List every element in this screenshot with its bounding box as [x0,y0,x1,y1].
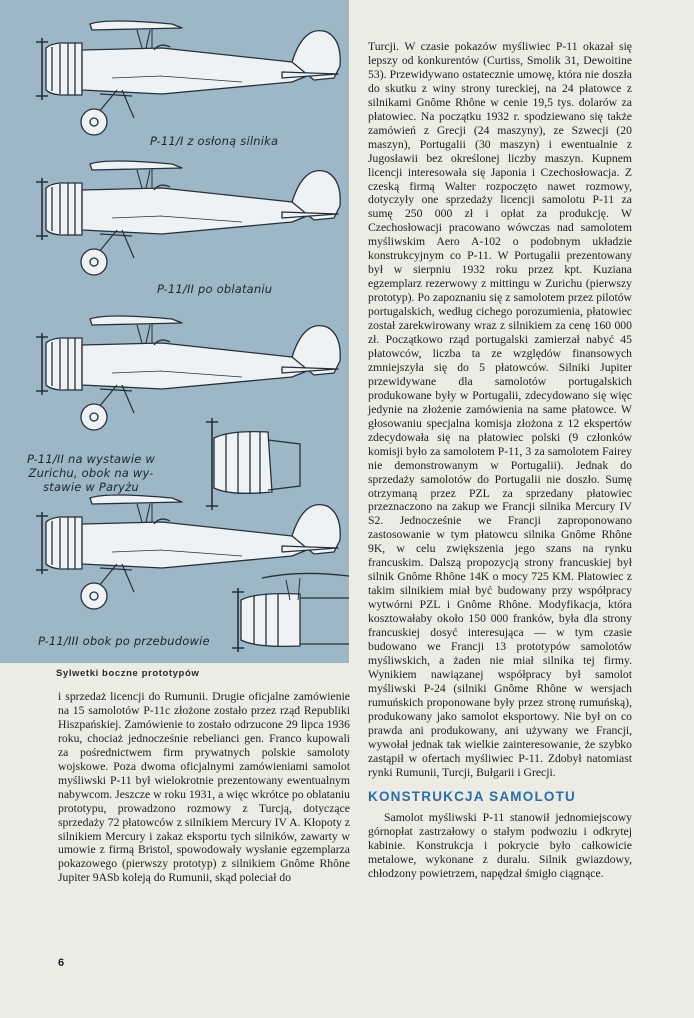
construction-paragraph: Samolot myśliwski P-11 stanowił jednomiejscowy górnopłat zastrzałowy o stałym podwoziu i odkrytej kabinie. Konstrukcja i pokrycie było całkowicie metalowe, wykonane z duralu. Silnik gwiazdowy, chłodzony powietrzem, napędzał śmigło ciągnące. [368,811,632,881]
figure-caption-1: P-11/I z osłoną silnika [150,134,279,148]
engine-front-view-1 [206,418,300,510]
right-text-column [368,40,632,881]
illustration-caption: Sylwetki boczne prototypów [56,668,200,679]
left-paragraph: i sprzedaż licencji do Rumunii. Drugie oficjalne zamówienie na 15 samolotów P-11c złożone zostało przez rząd Republiki Hiszpańskiej. Zamówienie to zostało odrzucone 29 lipca 1936 roku, chociaż jednocześnie rebelianci gen. Franco kupowali za pośrednictwem firm prywatnych polskie samoloty wojskowe. Poza dwoma oficjalnymi zamówieniami samolot myśliwski P-11 był wielokrotnie prezentowany ewentualnym nabywcom. Jeszcze w roku 1931, a więc wkrótce po oblataniu prototypu, prowadzono rozmowy z Turcją, dotyczące sprzedaży 72 płatowców z silnikiem Mercury IV A. Kłopoty z silnikiem Mercury i zakaz eksportu tych silników, zawarty w umowie z firmą Bristol, spowodowały wysłanie egzemplarza pokazowego (pierwszy prototyp) z silnikiem Gnôme Rhône Jupiter 9ASb koleją do Rumunii, skąd poleciał do [58,690,350,885]
engine-front-view-2 [232,573,349,652]
section-heading: KONSTRUKCJA SAMOLOTU [368,788,576,804]
aircraft-silhouettes-illustration [0,0,349,663]
plane-silhouette-1 [36,21,340,135]
right-paragraph: Turcji. W czasie pokazów myśliwiec P-11 okazał się lepszy od konkurentów (Curtiss, Smolik 31, Dewoitine 53). Przewidywano ostatecznie umowę, która nie doszła do skutku z winy strony tureckiej, na 24 płatowce z silnikami Gnôme Rhône w cenie 19,5 tys. dolarów za płatowiec. Na początku 1932 r. spodziewano się także zamówień z Grecji (24 maszyny), ze Szwecji (20 maszyn), Portugalii (30 maszyn) i ewentualnie z Jugosławii bez określonej liczby maszyn. Kupnem licencji interesowała się Japonia i Czechosłowacja. Z czeską firmą Walter rozpoczęto nawet rozmowy, dotyczyły one sprzedaży licencji samolotu P-11 za sumę 250 000 zł i opłat za produkcję. W Czechosłowacji pracowano wówczas nad samolotem myśliwskim Aero A-102 o podobnym układzie konstrukcyjnym co P-11. W Portugalii prezentowany był w sierpniu 1932 roku przez kpt. Kuziana egzemplarz rezerwowy z mittingu w Zurichu (pierwszy prototyp). Po zapoznaniu się z samolotem przez pilotów portugalskich, według cichego porozumienia, płatowiec został zarekwirowany wraz z silnikiem za cenę 160 000 zł. Początkowo rząd portugalski zamierzał nabyć 45 płatowców, liczba ta ze względów finansowych zmniejszyła się do 5 płatowców. Silniki Jupiter przewidywane dla samolotów portugalskich produkowane były w Portugalii, zdecydowano się więc jedynie na złożenie zamówienia na same płatowce. W głosowaniu specjalna komisja złożona z 12 ekspertów zdecydowała się na płatowiec polski (9 członków komisji było za samolotem P-11, 3 za samolotem Fairey nie demonstrowanym w Portugalii). Jednak do sprzedaży samolotów do Portugalii nie doszło. Sumę otrzymaną przez PZL za sprzedany płatowiec przeznaczono na zakup we Francji silnika Mercury IV S2. Jednocześnie we Francji zaproponowano zastosowanie w tym płatowcu silnika Gnôme Rhône 9K, w celu zwiększenia jego szans na rynku francuskim. Dalszą propozycją strony francuskiej był silnik Gnôme Rhône 14K o mocy 725 KM. Płatowiec z takim silnikiem miał być budowany przy współpracy wytwórni PZL i Gnôme Rhône. Modyfikacja, która kosztowałaby około 150 000 franków, była dla strony francuskiej dosyć interesująca — w tym czasie budowano we Francji 13 prototypów samolotów myśliwskich, a żaden nie miał silnika tej firmy. Wynikiem nawiązanej współpracy był samolot myśliwski P-24 (silniki Gnôme Rhône w wersjach rumuńskich proponowane były przez stronę rumuńską), produkowany jako samolot eksportowy. Nie był on co prawda ani produkowany, ani używany we Francji, wywołał jednak tak wielkie zainteresowanie, że szybko zastąpił w ofertach myśliwiec P-11. Zdobył natomiast rynki Rumunii, Turcji, Bułgarii i Grecji. [368,40,632,779]
figure-caption-3: P-11/II na wystawie w Zurichu, obok na wy- stawie w Paryżu [26,452,156,494]
aircraft-drawings [0,0,349,663]
left-text-column [58,690,350,885]
figure-caption-4: P-11/III obok po przebudowie [38,634,210,648]
figure-caption-2: P-11/II po oblataniu [157,282,273,296]
page-number: 6 [58,957,65,969]
plane-silhouette-4 [36,495,340,609]
plane-silhouette-3 [36,316,340,430]
plane-silhouette-2 [36,161,340,275]
